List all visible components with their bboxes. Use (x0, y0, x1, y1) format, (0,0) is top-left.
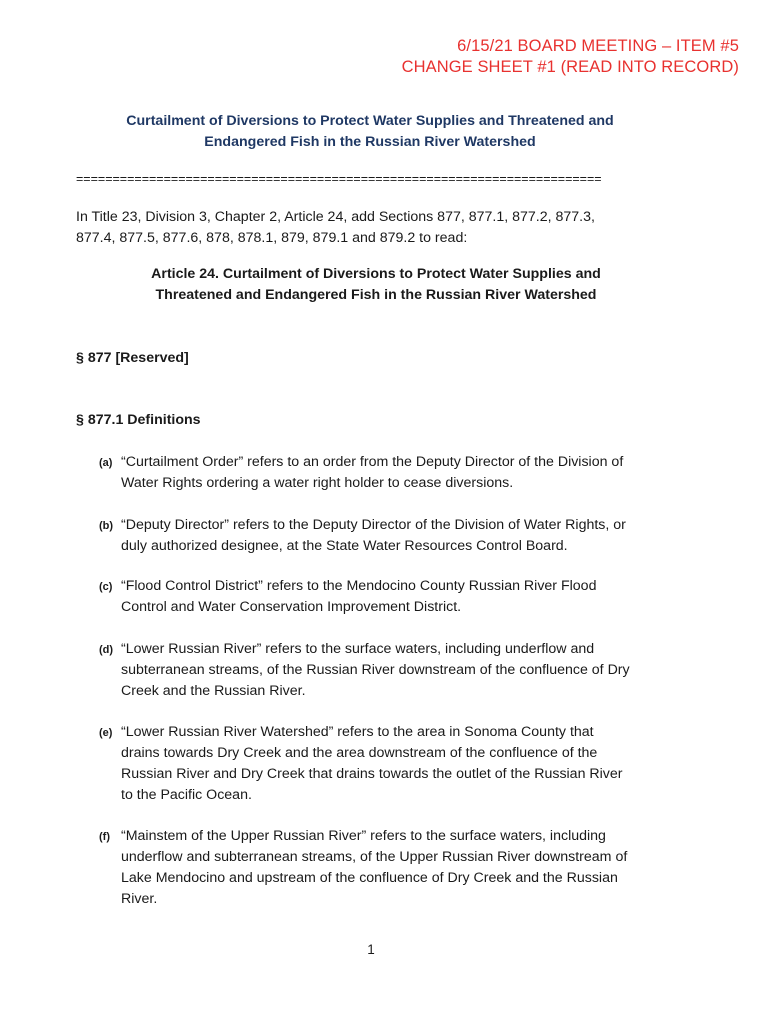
document-title-line: Curtailment of Diversions to Protect Water Supplies and Threatened and (126, 113, 614, 129)
document-title (76, 111, 664, 153)
definition-line: Creek and the Russian River. (121, 683, 306, 699)
definition-line: Water Rights ordering a water right holder to cease diversions. (121, 475, 514, 491)
definition-line: “Deputy Director” refers to the Deputy Director of the Division of Water Rights, or (121, 517, 626, 533)
definition-text (121, 515, 669, 557)
definition-item (99, 826, 669, 910)
definition-line: underflow and subterranean streams, of the Upper Russian River downstream of (121, 849, 628, 865)
definition-line: “Flood Control District” refers to the Mendocino County Russian River Flood (121, 578, 597, 594)
intro-line: In Title 23, Division 3, Chapter 2, Article 24, add Sections 877, 877.1, 877.2, 877.3, (76, 209, 595, 225)
definition-line: “Curtailment Order” refers to an order from the Deputy Director of the Division of (121, 454, 624, 470)
definition-text (121, 826, 669, 910)
article-title-line: Threatened and Endangered Fish in the Russian River Watershed (155, 287, 597, 303)
section-877-1-heading: § 877.1 Definitions (76, 412, 201, 428)
definition-line: “Mainstem of the Upper Russian River” refers to the surface waters, including (121, 828, 606, 844)
definition-text (121, 452, 669, 494)
article-title (76, 264, 676, 306)
separator-line: ======================================================================== (76, 172, 602, 186)
definition-marker: (d) (99, 644, 114, 656)
header-meeting-line: 6/15/21 BOARD MEETING – ITEM #5 (457, 37, 739, 55)
definition-line: drains towards Dry Creek and the area downstream of the confluence of the (121, 745, 598, 761)
definition-item (99, 722, 669, 806)
definition-marker: (a) (99, 457, 113, 469)
definition-line: Control and Water Conservation Improvement District. (121, 599, 462, 615)
definition-marker: (b) (99, 520, 114, 532)
definition-line: Lake Mendocino and upstream of the confluence of Dry Creek and the Russian (121, 870, 618, 886)
definition-item (99, 576, 669, 618)
section-877-heading: § 877 [Reserved] (76, 350, 189, 366)
header-change-sheet-line: CHANGE SHEET #1 (READ INTO RECORD) (401, 58, 739, 76)
article-title-line: Article 24. Curtailment of Diversions to Protect Water Supplies and (151, 266, 601, 282)
definition-item (99, 452, 669, 494)
definition-item (99, 515, 669, 557)
document-title-line: Endangered Fish in the Russian River Watershed (204, 134, 536, 150)
definition-line: Russian River and Dry Creek that drains towards the outlet of the Russian River (121, 766, 623, 782)
change-sheet-header (402, 36, 739, 78)
page-number: 1 (367, 942, 375, 957)
intro-paragraph (76, 207, 676, 249)
definition-text (121, 722, 669, 806)
definition-line: “Lower Russian River Watershed” refers to the area in Sonoma County that (121, 724, 594, 740)
definition-text (121, 639, 669, 702)
definition-marker: (c) (99, 581, 113, 593)
definition-item (99, 639, 669, 702)
definition-line: to the Pacific Ocean. (121, 787, 252, 803)
definition-line: “Lower Russian River” refers to the surface waters, including underflow and (121, 641, 595, 657)
definition-line: River. (121, 891, 158, 907)
definition-line: subterranean streams, of the Russian River downstream of the confluence of Dry (121, 662, 630, 678)
definition-marker: (f) (99, 831, 110, 843)
intro-line: 877.4, 877.5, 877.6, 878, 878.1, 879, 879.1 and 879.2 to read: (76, 230, 468, 246)
definition-marker: (e) (99, 727, 113, 739)
definition-text (121, 576, 669, 618)
definition-line: duly authorized designee, at the State Water Resources Control Board. (121, 538, 568, 554)
